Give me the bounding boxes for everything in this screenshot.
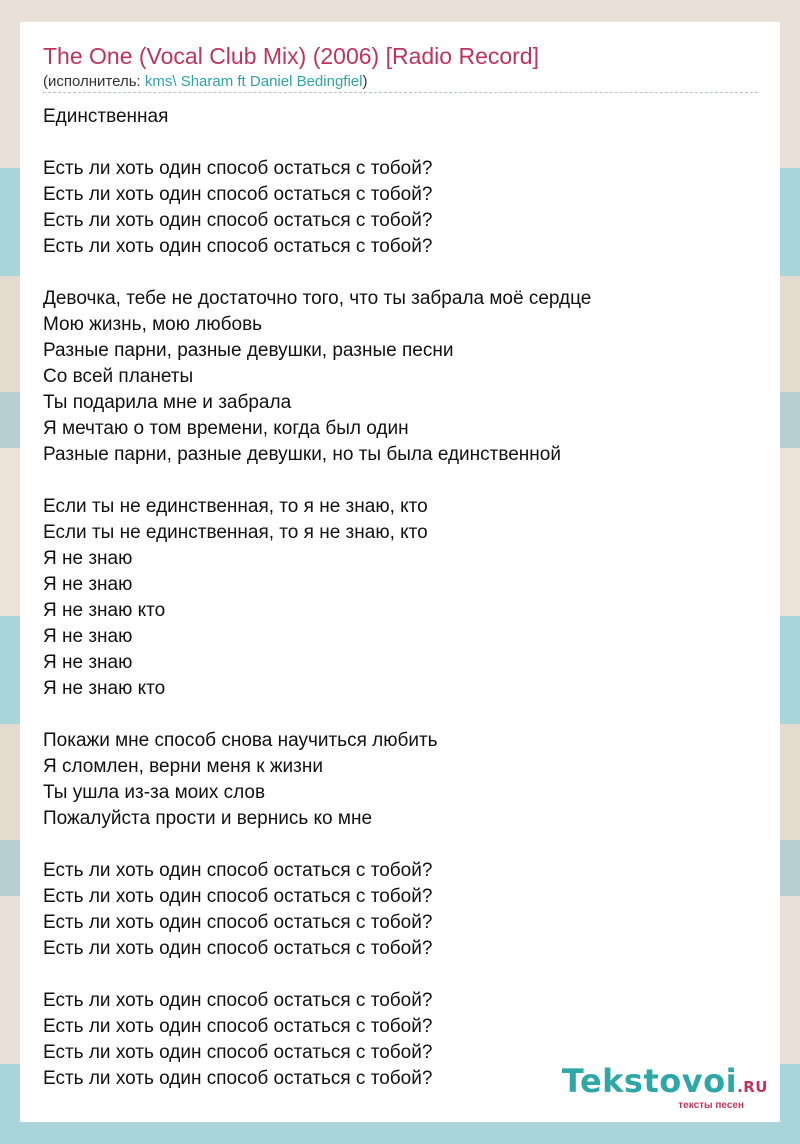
lyric-line: Есть ли хоть один способ остаться с тобой? xyxy=(43,1068,433,1089)
lyric-line: Со всей планеты xyxy=(43,366,194,387)
lyric-line: Я не знаю xyxy=(43,548,133,569)
stanza-break xyxy=(43,832,758,858)
lyrics-sheet xyxy=(20,22,780,1122)
artist-prefix: (исполнитель: xyxy=(43,73,145,90)
lyrics-body xyxy=(43,104,758,1092)
stanza-break xyxy=(43,260,758,286)
lyric-line: Есть ли хоть один способ остаться с тобой? xyxy=(43,1016,433,1037)
lyric-line: Я не знаю xyxy=(43,652,133,673)
lyric-line: Пожалуйста прости и вернись ко мне xyxy=(43,808,373,829)
lyric-line: Мою жизнь, мою любовь xyxy=(43,314,263,335)
stanza-break xyxy=(43,962,758,988)
lyric-line: Если ты не единственная, то я не знаю, кто xyxy=(43,496,428,517)
lyric-line: Я не знаю кто xyxy=(43,678,166,699)
lyric-line: Разные парни, разные девушки, но ты была единственной xyxy=(43,444,561,465)
logo-name: Tekstovoi xyxy=(561,1062,738,1100)
lyric-line: Есть ли хоть один способ остаться с тобой? xyxy=(43,860,433,881)
lyric-line: Есть ли хоть один способ остаться с тобой? xyxy=(43,236,433,257)
lyric-line: Девочка, тебе не достаточно того, что ты забрала моё сердце xyxy=(43,288,592,309)
lyric-line: Я не знаю xyxy=(43,626,133,647)
lyric-line: Я мечтаю о том времени, когда был один xyxy=(43,418,409,439)
lyric-line: Если ты не единственная, то я не знаю, кто xyxy=(43,522,428,543)
lyric-line: Покажи мне способ снова научиться любить xyxy=(43,730,438,751)
lyric-line: Единственная xyxy=(43,106,169,127)
lyric-line: Есть ли хоть один способ остаться с тобой? xyxy=(43,912,433,933)
lyric-line: Есть ли хоть один способ остаться с тобой? xyxy=(43,886,433,907)
lyric-line: Я не знаю кто xyxy=(43,600,166,621)
lyric-line: Ты ушла из-за моих слов xyxy=(43,782,266,803)
lyric-line: Разные парни, разные девушки, разные песни xyxy=(43,340,454,361)
stanza-break xyxy=(43,702,758,728)
lyric-line: Есть ли хоть один способ остаться с тобой? xyxy=(43,938,433,959)
site-logo[interactable] xyxy=(562,1064,768,1112)
artist-suffix: ) xyxy=(362,73,368,90)
artist-line xyxy=(43,72,367,92)
lyric-line: Есть ли хоть один способ остаться с тобой? xyxy=(43,158,433,179)
lyric-line: Есть ли хоть один способ остаться с тобой? xyxy=(43,1042,433,1063)
artist-link[interactable]: kms\ Sharam ft Daniel Bedingfiel xyxy=(144,73,363,90)
lyric-line: Ты подарила мне и забрала xyxy=(43,392,292,413)
stanza-break xyxy=(43,468,758,494)
lyric-line: Я не знаю xyxy=(43,574,133,595)
lyric-line: Есть ли хоть один способ остаться с тобой? xyxy=(43,184,433,205)
song-title: The One (Vocal Club Mix) (2006) [Radio Record] xyxy=(43,43,539,69)
lyric-line: Я сломлен, верни меня к жизни xyxy=(43,756,323,777)
stanza-break xyxy=(43,130,758,156)
logo-tld: .RU xyxy=(737,1078,768,1096)
logo-tagline: тексты песен xyxy=(678,1100,744,1111)
lyric-line: Есть ли хоть один способ остаться с тобой? xyxy=(43,990,433,1011)
lyric-line: Есть ли хоть один способ остаться с тобой? xyxy=(43,210,433,231)
title-divider xyxy=(43,92,758,93)
